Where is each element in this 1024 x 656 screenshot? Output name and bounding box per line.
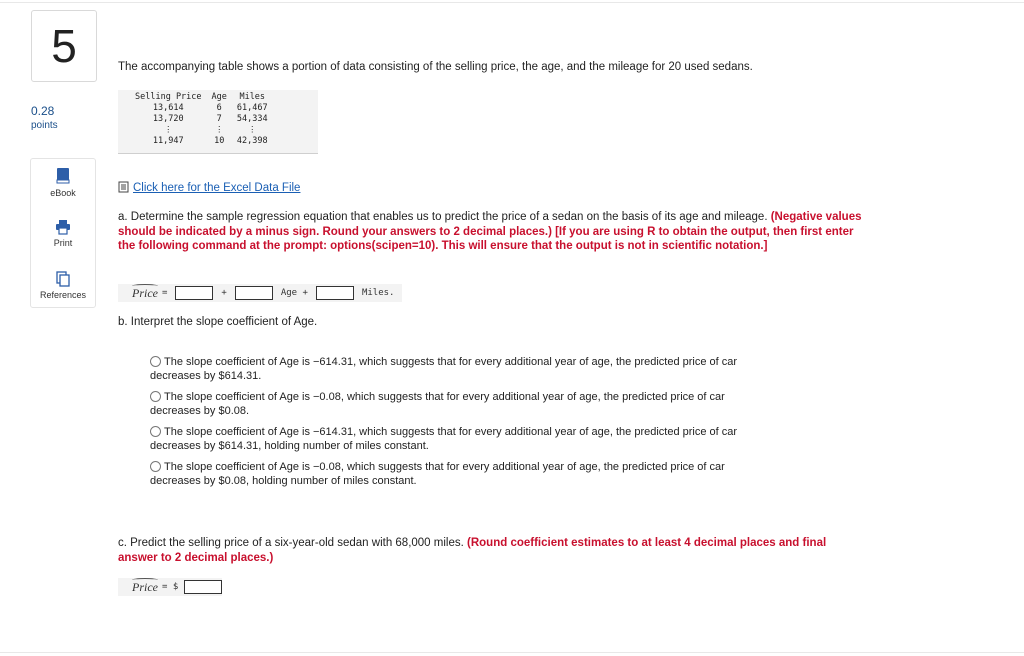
points-value: 0.28 <box>31 104 55 118</box>
regression-equation <box>118 284 402 302</box>
references-button[interactable] <box>31 271 95 300</box>
radio-button[interactable] <box>150 391 161 402</box>
tools-panel <box>30 158 96 308</box>
part-c-prompt <box>118 536 863 565</box>
table-row <box>130 136 273 147</box>
print-button[interactable] <box>31 219 95 248</box>
part-a-text: a. Determine the sample regression equation that enables us to predict the price of a sedan on the basis of its age and mileage. <box>118 211 768 223</box>
option-text-cont: decreases by $614.31, holding number of miles constant. <box>150 439 429 452</box>
table-row-ellipsis <box>130 125 273 136</box>
option-text-cont: decreases by $0.08, holding number of miles constant. <box>150 474 417 487</box>
plus-sign: + <box>221 288 227 298</box>
radio-button[interactable] <box>150 426 161 437</box>
part-a-prompt <box>118 210 863 254</box>
price-hat-label: Price <box>132 285 158 300</box>
option-text-cont: decreases by $0.08. <box>150 404 250 417</box>
excel-link-text: Click here for the Excel Data File <box>133 182 301 194</box>
cell-age: 6 <box>216 103 222 113</box>
header-miles: Miles <box>239 92 266 102</box>
age-coefficient-input[interactable] <box>235 286 273 300</box>
excel-data-link[interactable] <box>118 181 300 194</box>
cell-miles: 61,467 <box>236 103 268 113</box>
cell-price: 11,947 <box>152 136 184 146</box>
cell-age: 7 <box>216 114 222 124</box>
print-label: Print <box>53 238 73 248</box>
cell-ellipsis: ⋮ <box>214 125 224 135</box>
data-table <box>118 90 318 154</box>
age-term-label: Age + <box>280 288 308 298</box>
equals-dollar: = $ <box>162 582 179 592</box>
cell-miles: 54,334 <box>236 114 268 124</box>
miles-term-label: Miles. <box>361 288 395 298</box>
intercept-input[interactable] <box>175 286 213 300</box>
price-hat-label: Price <box>132 579 158 594</box>
part-a-instructions: (Negative values should be indicated by a minus sign. Round your answers to 2 decimal places.) [If you are using R to obtain the output, then first enter the following command at the prompt: options(scipen=10). This will ensure that the output is not in scientific notation.] <box>118 211 862 252</box>
part-c-instructions: (Round coefficient estimates to at least 4 decimal places and final answer to 2 decimal places.) <box>118 537 827 564</box>
option-1[interactable] <box>150 356 850 383</box>
answer-options <box>150 356 850 496</box>
cell-ellipsis: ⋮ <box>248 125 257 135</box>
option-text-cont: decreases by $614.31. <box>150 369 262 382</box>
part-c-text: c. Predict the selling price of a six-year-old sedan with 68,000 miles. <box>118 537 464 549</box>
miles-coefficient-input[interactable] <box>316 286 354 300</box>
cell-ellipsis: ⋮ <box>164 125 173 135</box>
cell-age: 10 <box>214 136 225 146</box>
option-text: The slope coefficient of Age is −614.31, which suggests that for every additional year of age, the predicted price of car <box>164 426 738 438</box>
predicted-price-input[interactable] <box>184 580 222 594</box>
table-row <box>130 103 273 114</box>
table-row <box>130 114 273 125</box>
radio-button[interactable] <box>150 461 161 472</box>
documents-icon <box>55 271 71 287</box>
option-4[interactable] <box>150 461 850 488</box>
ebook-label: eBook <box>50 188 76 198</box>
points-label: points <box>31 120 58 131</box>
option-3[interactable] <box>150 426 850 453</box>
intro-text: The accompanying table shows a portion of data consisting of the selling price, the age, and the mileage for 20 used sedans. <box>118 61 753 73</box>
points-info <box>31 104 58 131</box>
option-text: The slope coefficient of Age is −0.08, which suggests that for every additional year of age, the predicted price of car <box>164 391 725 403</box>
file-icon <box>118 181 130 193</box>
references-label: References <box>39 290 87 300</box>
header-age: Age <box>211 92 227 102</box>
option-2[interactable] <box>150 391 850 418</box>
part-b-prompt: b. Interpret the slope coefficient of Age. <box>118 316 318 328</box>
book-icon <box>55 167 71 185</box>
radio-button[interactable] <box>150 356 161 367</box>
cell-miles: 42,398 <box>236 136 268 146</box>
question-number: 5 <box>31 10 97 82</box>
printer-icon <box>55 219 71 235</box>
cell-price: 13,720 <box>152 114 184 124</box>
equals-sign: = <box>162 288 168 298</box>
cell-price: 13,614 <box>152 103 184 113</box>
option-text: The slope coefficient of Age is −614.31, which suggests that for every additional year of age, the predicted price of car <box>164 356 738 368</box>
prediction-equation <box>118 578 222 596</box>
option-text: The slope coefficient of Age is −0.08, which suggests that for every additional year of age, the predicted price of car <box>164 461 725 473</box>
ebook-button[interactable] <box>31 167 95 198</box>
header-selling-price: Selling Price <box>135 92 202 102</box>
